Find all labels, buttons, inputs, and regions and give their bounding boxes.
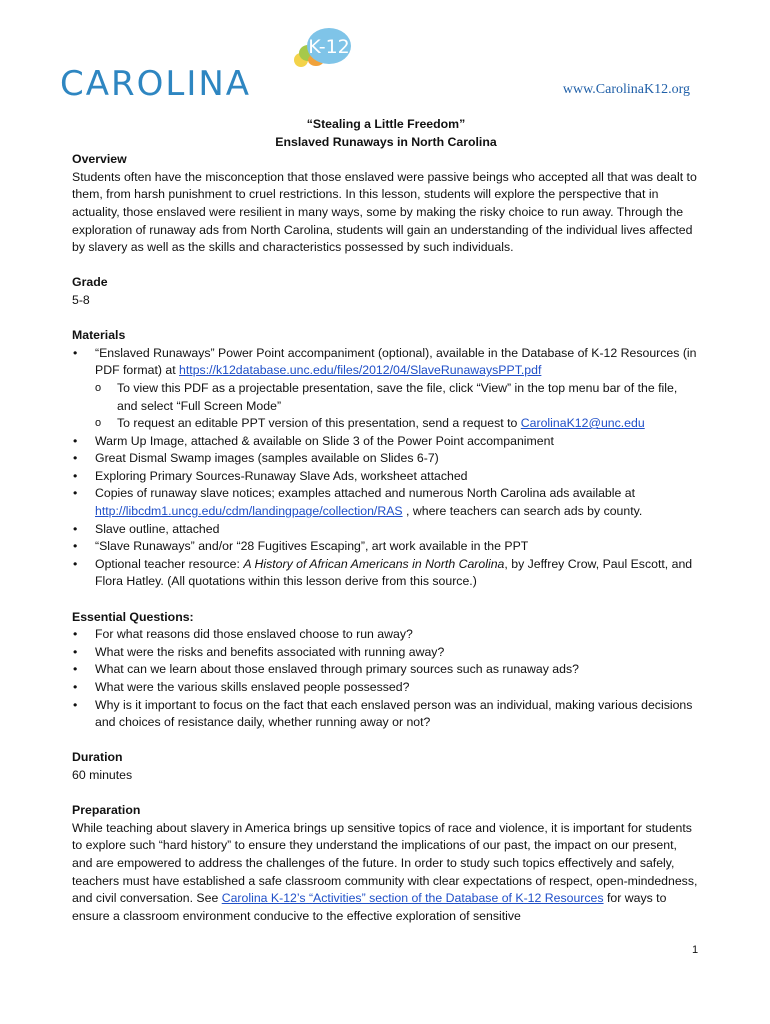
preparation-heading: Preparation	[72, 803, 141, 818]
list-item: • Exploring Primary Sources-Runaway Slave Ads, worksheet attached	[95, 468, 700, 486]
overview-text: Students often have the misconception that those enslaved were passive beings who accepted all that was dealt to them, from harsh punishment to cruel restrictions. In this lesson, students will explore the perspective that in actuality, those enslaved were resilient in many ways, some by making the risky choice to run away. Through the exploration of runaway ads from North Carolina, students will gain an understanding of the individual lives affected by slavery as well as the skills and characteristics possessed by such individuals.	[72, 169, 697, 255]
list-item: • For what reasons did those enslaved choose to run away?	[95, 626, 700, 644]
activities-link[interactable]: Carolina K-12’s “Activities” section of the Database of K-12 Resources	[221, 891, 604, 906]
list-item: • “Enslaved Runaways” Power Point accompaniment (optional), available in the Database of K-12 Resources (in PDF format) at https://k12database.unc.edu/files/2012/04/SlaveRunawaysPPT.pdf o To view this PDF as a projectable presentation, save the file, click “View” in the top menu bar of the file, and select “Full Screen Mode” o To request an editable PPT version of this presentation, send a request to CarolinaK12@unc.edu	[95, 345, 700, 433]
list-item: • Great Dismal Swamp images (samples available on Slides 6-7)	[95, 450, 700, 468]
list-item: o To request an editable PPT version of this presentation, send a request to CarolinaK12@unc.edu	[117, 415, 700, 433]
materials-list	[72, 345, 700, 591]
questions-list	[72, 626, 700, 732]
list-item: • Copies of runaway slave notices; examples attached and numerous North Carolina ads available at http://libcdm1.uncg.edu/cdm/landingpage/collection/RAS , where teachers can search ads by county.	[95, 485, 700, 520]
duration-heading: Duration	[72, 750, 123, 765]
list-item: • Slave outline, attached	[95, 521, 700, 539]
runaway-ads-link[interactable]: http://libcdm1.uncg.edu/cdm/landingpage/collection/RAS	[95, 504, 403, 519]
ppt-pdf-link[interactable]: https://k12database.unc.edu/files/2012/04/SlaveRunawaysPPT.pdf	[179, 363, 542, 378]
page-number: 1	[692, 944, 699, 956]
preparation-text: While teaching about slavery in America brings up sensitive topics of race and violence, it is important for students to explore such “hard history” to ensure they understand the implications of our past, the impact on our present, and are empowered to address the challenges of the future. In order to study such topics effectively and safely, teachers must have established a safe classroom community with clear expectations of respect, open-mindedness, and civil conversation. See Carolina K-12’s “Activities” section of the Database of K-12 Resources for ways to ensure a classroom environment conducive to the effective exploration of sensitive	[72, 820, 698, 923]
grade-value: 5-8	[72, 292, 90, 307]
materials-heading: Materials	[72, 328, 126, 343]
document-body	[72, 116, 700, 925]
k12-badge-icon	[292, 26, 354, 70]
duration-value: 60 minutes	[72, 767, 133, 782]
list-item: • Warm Up Image, attached & available on Slide 3 of the Power Point accompaniment	[95, 433, 700, 451]
overview-heading: Overview	[72, 152, 127, 167]
carolina-k12-logo	[60, 26, 360, 104]
title-line-2: Enslaved Runaways in North Carolina	[275, 134, 497, 149]
list-item: • What were the risks and benefits associated with running away?	[95, 644, 700, 662]
title-line-1: “Stealing a Little Freedom”	[306, 117, 466, 131]
list-item: • Why is it important to focus on the fact that each enslaved person was an individual, making various decisions and choices of resistance daily, whether running away or not?	[95, 697, 700, 732]
logo-wordmark: CAROLINA	[60, 64, 252, 104]
questions-heading: Essential Questions:	[72, 609, 194, 624]
site-url[interactable]: www.CarolinaK12.org	[562, 82, 690, 97]
grade-heading: Grade	[72, 275, 108, 290]
logo-badge-text: K-12	[308, 36, 350, 58]
list-item: • “Slave Runaways” and/or “28 Fugitives Escaping”, art work available in the PPT	[95, 538, 700, 556]
document-title	[72, 116, 700, 151]
list-item: • What can we learn about those enslaved through primary sources such as runaway ads?	[95, 661, 700, 679]
list-item: o To view this PDF as a projectable presentation, save the file, click “View” in the top menu bar of the file, and select “Full Screen Mode”	[117, 380, 700, 415]
materials-sublist	[95, 380, 700, 433]
list-item: • Optional teacher resource: A History of African Americans in North Carolina, by Jeffrey Crow, Paul Escott, and Flora Hatley. (All quotations within this lesson derive from this source.)	[95, 556, 700, 591]
email-link[interactable]: CarolinaK12@unc.edu	[520, 416, 645, 431]
list-item: • What were the various skills enslaved people possessed?	[95, 679, 700, 697]
